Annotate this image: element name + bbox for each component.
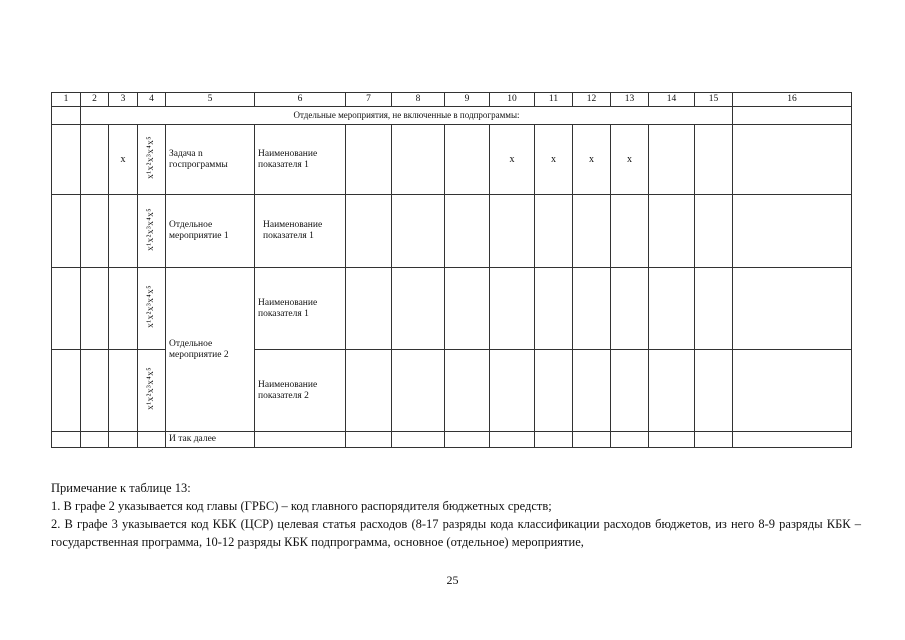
section-title: Отдельные мероприятия, не включенные в подпрограммы: — [81, 107, 733, 125]
indicators-table — [51, 92, 852, 448]
col-header: 2 — [81, 93, 109, 107]
cell-x: x — [611, 125, 649, 195]
page-number: 25 — [446, 573, 459, 587]
col-header: 13 — [611, 93, 649, 107]
cell-x: x — [109, 125, 138, 195]
cell-x: x — [535, 125, 573, 195]
note-item-1: 1. В графе 2 указывается код главы (ГРБС) – код главного распорядителя бюджетных средств; — [51, 499, 552, 513]
col-header: 8 — [392, 93, 445, 107]
table-notes — [51, 479, 861, 551]
cell-x: x — [573, 125, 611, 195]
col-header: 14 — [649, 93, 695, 107]
cell-x: x — [490, 125, 535, 195]
table-row-etc — [52, 432, 852, 448]
etc-cell: И так далее — [166, 432, 255, 448]
table-row-task — [52, 125, 852, 195]
col-header: 3 — [109, 93, 138, 107]
col-header: 15 — [695, 93, 733, 107]
code-cell: x¹x²x³x⁴x⁵ — [146, 367, 157, 410]
task-name-cell: Задача n госпрограммы — [166, 125, 255, 195]
col-header: 5 — [166, 93, 255, 107]
col-header: 12 — [573, 93, 611, 107]
col-header: 11 — [535, 93, 573, 107]
indicator-name-cell: Наименование показателя 1 — [255, 195, 346, 268]
code-cell: x¹x²x³x⁴x⁵ — [146, 136, 157, 179]
col-header: 10 — [490, 93, 535, 107]
code-cell: x¹x²x³x⁴x⁵ — [146, 285, 157, 328]
col-header: 6 — [255, 93, 346, 107]
note-item-2: 2. В графе 3 указывается код КБК (ЦСР) целевая статья расходов (8-17 разряды кода классификации расходов бюджетов, из него 8-9 разряды КБК – государственная программа, 10-12 разряды КБК подпрограмма, основное (отдельное) мероприятие, — [51, 517, 861, 549]
section-title-row — [52, 107, 852, 125]
col-header: 4 — [138, 93, 166, 107]
notes-title: Примечание к таблице 13: — [51, 481, 191, 495]
indicator-name-cell: Наименование показателя 1 — [255, 268, 346, 350]
indicator-name-cell: Наименование показателя 1 — [255, 125, 346, 195]
col-header: 9 — [445, 93, 490, 107]
table-row-measure-2a — [52, 268, 852, 350]
header-row — [52, 93, 852, 107]
table-row-measure-1 — [52, 195, 852, 268]
col-header: 1 — [52, 93, 81, 107]
measure-name-cell: Отдельное мероприятие 2 — [166, 268, 255, 432]
col-header: 7 — [346, 93, 392, 107]
code-cell: x¹x²x³x⁴x⁵ — [146, 207, 157, 251]
indicator-name-cell: Наименование показателя 2 — [255, 350, 346, 432]
col-header: 16 — [733, 93, 852, 107]
measure-name-cell: Отдельное мероприятие 1 — [166, 195, 255, 268]
